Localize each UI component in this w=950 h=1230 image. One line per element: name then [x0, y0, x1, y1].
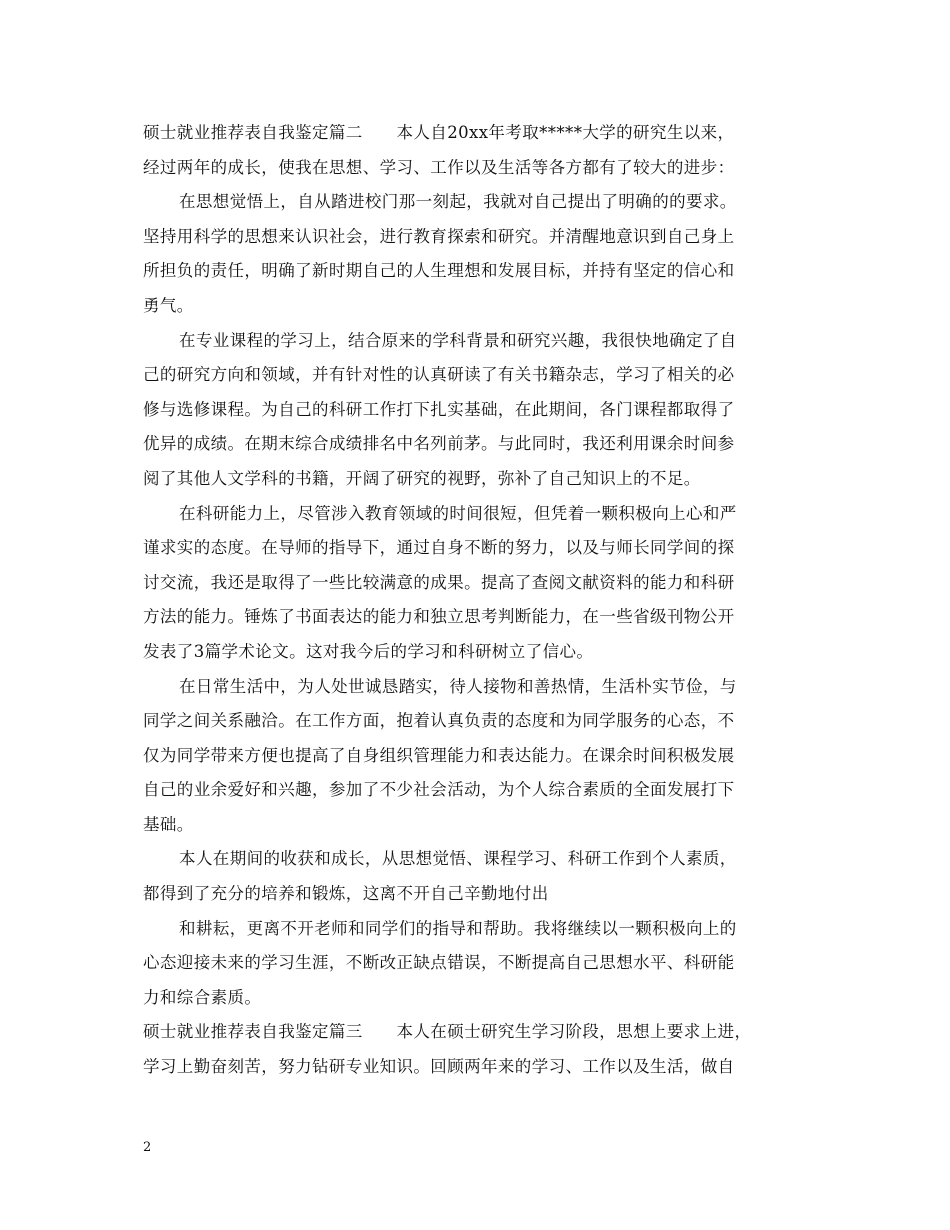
- text-line: 仅为同学带来方便也提高了自身组织管理能力和表达能力。在课余时间积极发展: [143, 745, 735, 765]
- text-line: 修与选修课程。为自己的科研工作打下扎实基础，在此期间，各门课程都取得了: [143, 399, 735, 419]
- text-line: 己的研究方向和领域，并有针对性的认真研读了有关书籍杂志，学习了相关的必: [143, 365, 735, 385]
- text-line: 本人在期间的收获和成长，从思想觉悟、课程学习、科研工作到个人素质，: [179, 849, 737, 869]
- text-line: 和耕耘，更离不开老师和同学们的指导和帮助。我将继续以一颗积极向上的: [179, 918, 737, 938]
- text-line: 硕士就业推荐表自我鉴定篇三 本人在硕士研究生学习阶段，思想上要求上进，: [143, 1022, 752, 1042]
- text-line: 在科研能力上，尽管涉入教育领域的时间很短，但凭着一颗积极向上心和严: [179, 503, 737, 523]
- text-line: 所担负的责任，明确了新时期自己的人生理想和发展目标，并持有坚定的信心和: [143, 261, 735, 281]
- text-line: 勇气。: [143, 295, 194, 315]
- text-line: 方法的能力。锤炼了书面表达的能力和独立思考判断能力，在一些省级刊物公开: [143, 607, 735, 627]
- page-number: 2: [143, 1140, 152, 1155]
- text-line: 发表了3篇学术论文。这对我今后的学习和科研树立了信心。: [143, 641, 594, 661]
- text-line: 心态迎接未来的学习生涯，不断改正缺点错误，不断提高自己思想水平、科研能: [143, 953, 735, 973]
- text-line: 经过两年的成长，使我在思想、学习、工作以及生活等各方都有了较大的进步：: [143, 157, 735, 177]
- document-body: [143, 116, 813, 1085]
- text-line: 谨求实的态度。在导师的指导下，通过自身不断的努力，以及与师长同学间的探: [143, 538, 735, 558]
- text-line: 自己的业余爱好和兴趣，参加了不少社会活动，为个人综合素质的全面发展打下: [143, 780, 735, 800]
- text-line: 都得到了充分的培养和锻炼，这离不开自己辛勤地付出: [143, 884, 549, 904]
- text-line: 学习上勤奋刻苦，努力钻研专业知识。回顾两年来的学习、工作以及生活，做自: [143, 1057, 735, 1077]
- text-line: 坚持用科学的思想来认识社会，进行教育探索和研究。并清醒地意识到自己身上: [143, 226, 735, 246]
- text-line: 在思想觉悟上，自从踏进校门那一刻起，我就对自己提出了明确的的要求。: [179, 192, 737, 212]
- text-line: 基础。: [143, 814, 194, 834]
- text-line: 力和综合素质。: [143, 987, 262, 1007]
- text-line: 阅了其他人文学科的书籍，开阔了研究的视野，弥补了自己知识上的不足。: [143, 468, 701, 488]
- text-line: 同学之间关系融洽。在工作方面，抱着认真负责的态度和为同学服务的心态，不: [143, 711, 735, 731]
- text-line: 在日常生活中，为人处世诚恳踏实，待人接物和善热情，生活朴实节俭，与: [179, 676, 737, 696]
- text-line: 优异的成绩。在期末综合成绩排名中名列前茅。与此同时，我还利用课余时间参: [143, 434, 735, 454]
- text-line: 在专业课程的学习上，结合原来的学科背景和研究兴趣，我很快地确定了自: [179, 330, 737, 350]
- text-line: 讨交流，我还是取得了一些比较满意的成果。提高了查阅文献资料的能力和科研: [143, 572, 735, 592]
- text-line: 硕士就业推荐表自我鉴定篇二 本人自20xx年考取*****大学的研究生以来，: [143, 123, 735, 142]
